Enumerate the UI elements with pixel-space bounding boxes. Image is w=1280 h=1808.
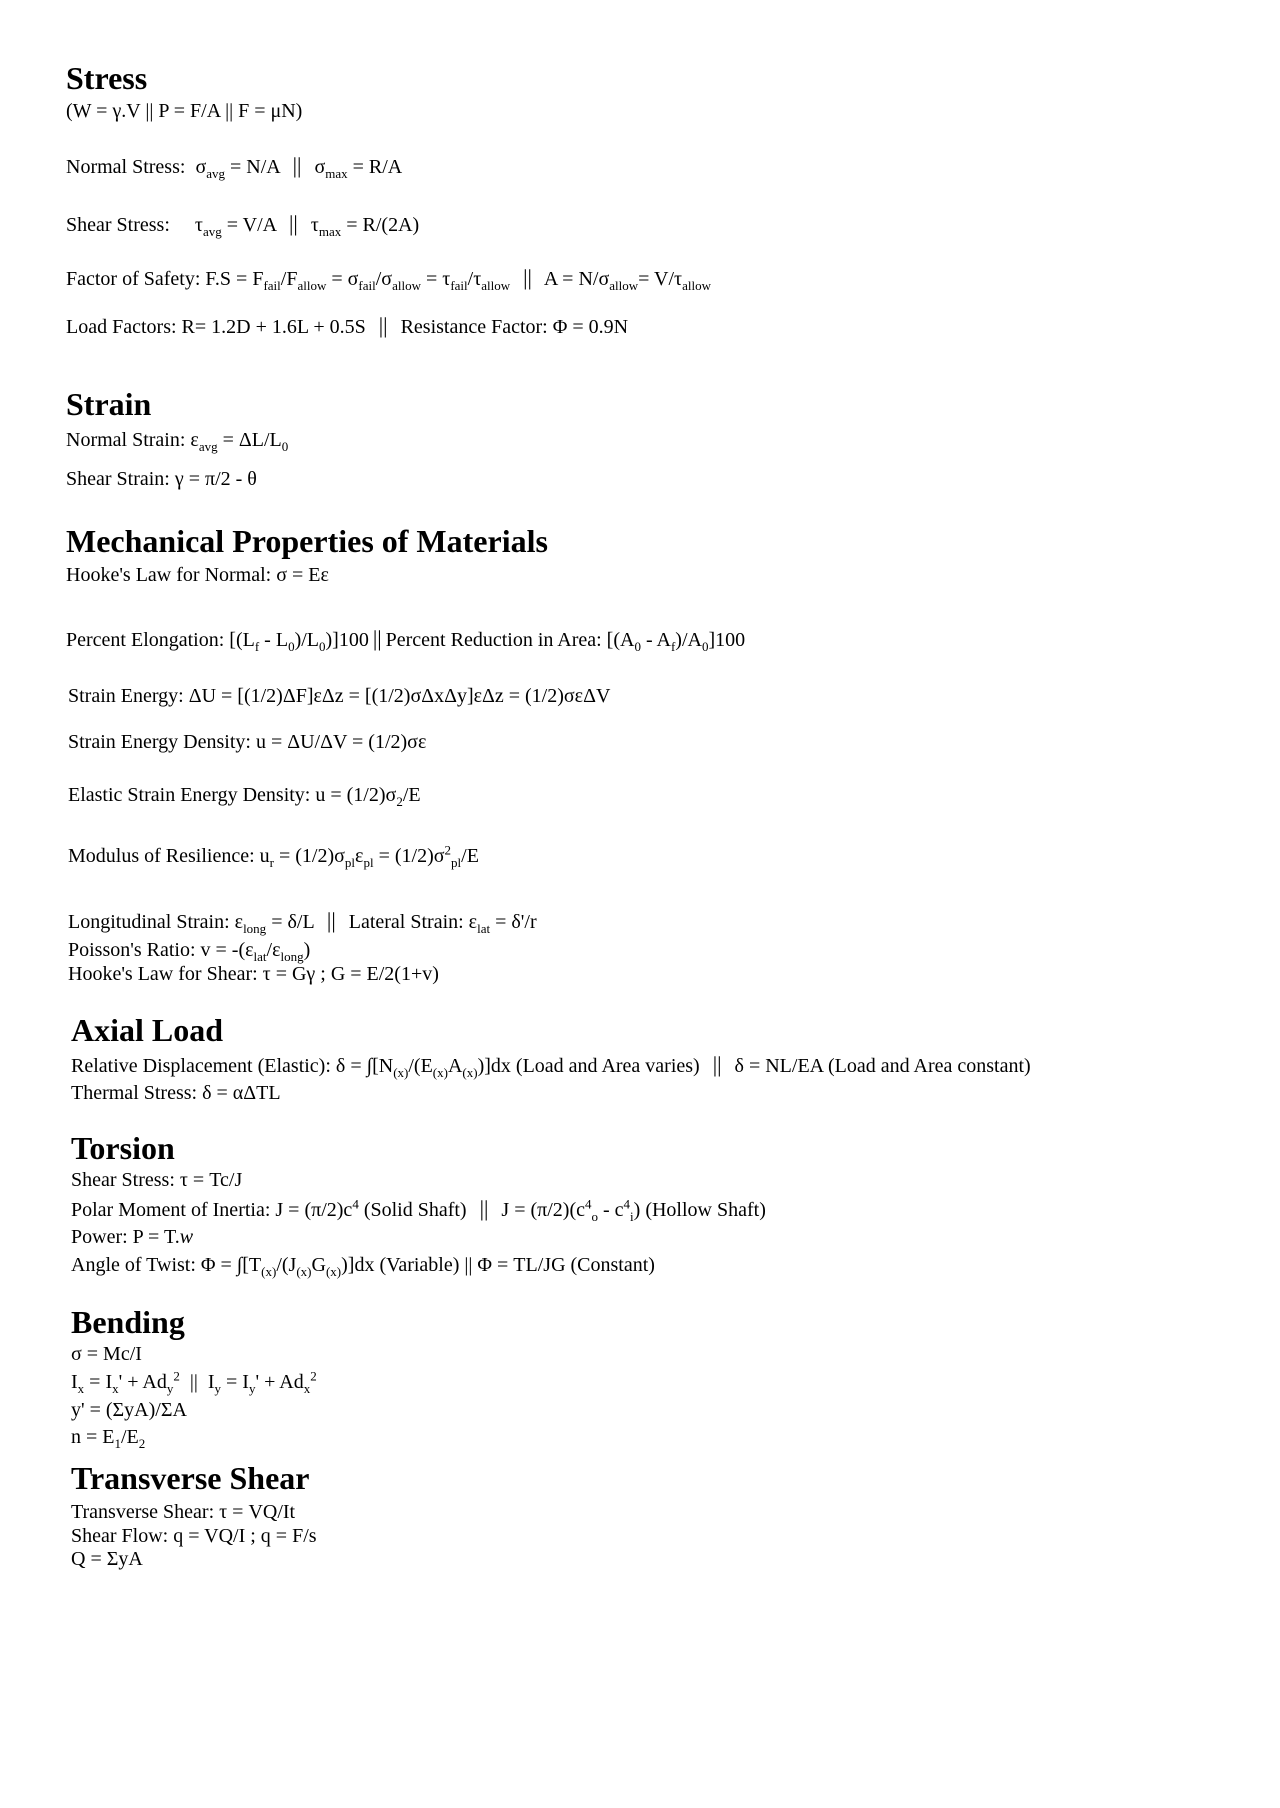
normal-strain-line: Normal Strain: $\varepsilon_{avg} = \Delta L/L_0$: [66, 429, 289, 454]
heading-axial-load: Axial Load: [71, 1012, 224, 1048]
first-moment-line: Q = ΣyA: [71, 1548, 143, 1570]
heading-mechanical-properties: Mechanical Properties of Materials: [66, 523, 548, 559]
heading-strain: Strain: [66, 386, 152, 422]
hookes-law-normal: Hooke's Law for Normal: σ = Eε: [66, 564, 329, 586]
parallel-axis-line: $I_x = I_x' + Ad_y^2$ || $I_y = I_y' + Ad_x^2$: [71, 1368, 317, 1396]
relative-displacement-line: Relative Displacement (Elastic): $\delta = \int[N_{(x)}/(E_{(x)}A_{(x)})]dx$ (Load and Area varies) || δ = NL/EA (Load and Area constant): [71, 1052, 1031, 1080]
hookes-law-shear: Hooke's Law for Shear: τ = Gγ ; G = E/2(1+v): [68, 963, 439, 985]
strain-energy-line: Strain Energy: ΔU = [(1/2)ΔF]εΔz = [(1/2)σΔxΔy]εΔz = (1/2)σεΔV: [68, 685, 611, 707]
torsion-shear-stress-line: Shear Stress: τ = Tc/J: [71, 1169, 243, 1191]
modulus-of-resilience-line: Modulus of Resilience: $u_r = (1/2)\sigma_{pl}\varepsilon_{pl} = (1/2)\sigma^2_{pl}/E$: [68, 842, 479, 870]
strain-energy-density-line: Strain Energy Density: u = ΔU/ΔV = (1/2)σε: [68, 731, 427, 753]
percent-elongation-line: Percent Elongation: $[(L_f - L_0)/L_0)]100$ || Percent Reduction in Area: $[(A_0 - A_f)/A_0]100$: [66, 626, 746, 654]
angle-of-twist-line: Angle of Twist: $\Phi = \int[T_{(x)}/(J_{(x)}G_{(x)})]dx$ (Variable) || Φ = TL/JG (Constant): [71, 1254, 655, 1279]
modular-ratio-line: $n = E_1/E_2$: [71, 1426, 146, 1451]
stress-subtitle: (W = γ.V || P = F/A || F = μN): [66, 100, 303, 122]
factor-of-safety-line: Factor of Safety: $F.S = F_{fail}/F_{allow} = \sigma_{fail}/\sigma_{allow} = \tau_{fail}/\tau_{allow}$ || $A = N/\sigma_{allow}= V/\tau_{allow}$: [66, 265, 711, 293]
heading-torsion: Torsion: [71, 1130, 175, 1166]
centroid-line: y' = (ΣyA)/ΣA: [71, 1399, 187, 1421]
flexure-formula-line: σ = Mc/I: [71, 1343, 142, 1365]
poissons-ratio-line: Poisson's Ratio: $v = -(\varepsilon_{lat}/\varepsilon_{long})$: [68, 939, 311, 964]
heading-transverse-shear: Transverse Shear: [71, 1460, 310, 1496]
heading-stress: Stress: [66, 60, 148, 96]
transverse-shear-line: Transverse Shear: τ = VQ/It: [71, 1501, 296, 1523]
long-lat-strain-line: Longitudinal Strain: $\varepsilon_{long} = \delta/L$ || Lateral Strain: $\varepsilon_{lat} = \delta'/r$: [68, 908, 537, 936]
elastic-strain-energy-density-line: Elastic Strain Energy Density: $u = (1/2)\sigma_2/E$: [68, 784, 421, 809]
normal-stress-line: Normal Stress: $\sigma_{avg} = N/A$ || $\sigma_{max} = R/A$: [66, 153, 403, 181]
shear-strain-line: Shear Strain: γ = π/2 - θ: [66, 468, 257, 490]
heading-bending: Bending: [71, 1304, 185, 1340]
power-line: Power: P = T.w: [71, 1226, 194, 1248]
load-factors-line: Load Factors: R= 1.2D + 1.6L + 0.5S || Resistance Factor: Φ = 0.9N: [66, 313, 629, 338]
thermal-stress-line: Thermal Stress: δ = αΔTL: [71, 1082, 281, 1104]
shear-flow-line: Shear Flow: q = VQ/I ; q = F/s: [71, 1525, 317, 1547]
shear-stress-line: Shear Stress: $\tau_{avg} = V/A$ || $\tau_{max} = R/(2A)$: [66, 211, 420, 239]
polar-moment-line: Polar Moment of Inertia: $J = (\pi/2)c^4$ (Solid Shaft) || $J = (\pi/2)(c^4_o - c^4_i)$ (Hollow Shaft): [71, 1196, 766, 1224]
